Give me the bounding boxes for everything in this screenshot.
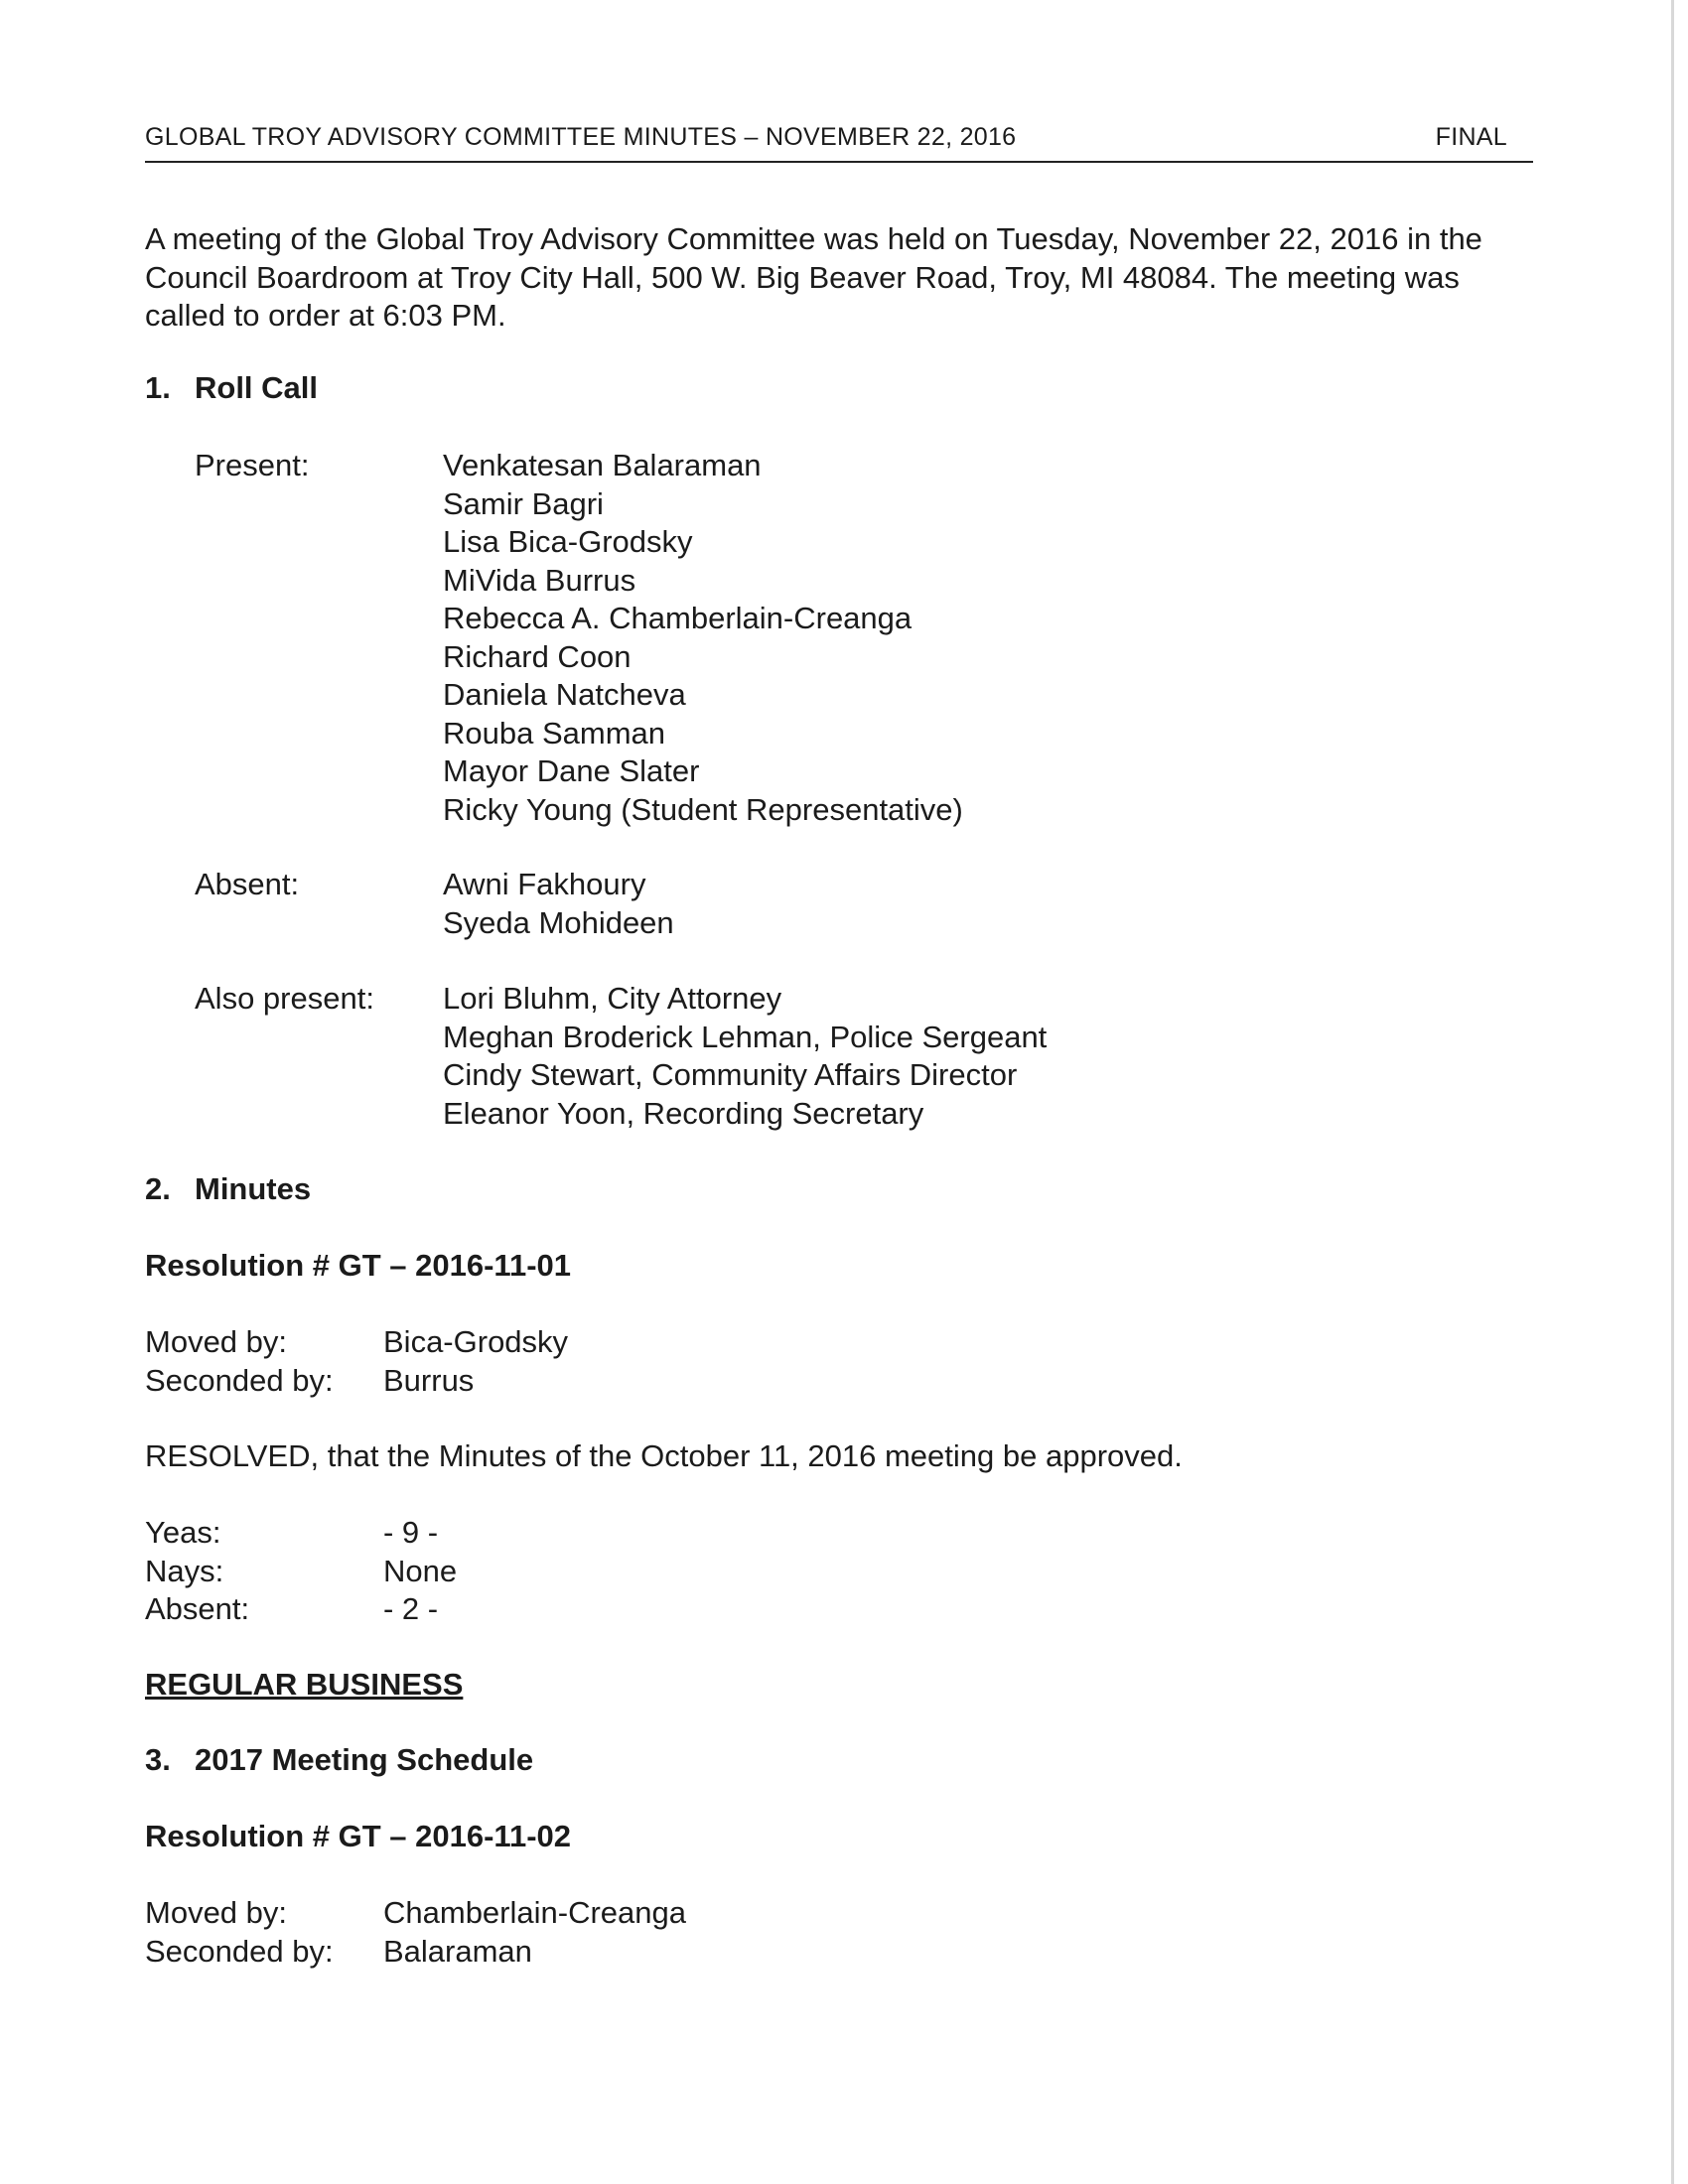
header-status: FINAL	[1435, 123, 1507, 151]
minutes-heading	[145, 1170, 311, 1209]
yeas-label: Yeas:	[145, 1515, 221, 1550]
minutes-title: Minutes	[195, 1171, 312, 1206]
list-item: MiVida Burrus	[443, 562, 636, 598]
list-item: Ricky Young (Student Representative)	[443, 791, 963, 827]
yeas-value: - 9 -	[383, 1515, 439, 1550]
absent-vote-value: - 2 -	[383, 1591, 439, 1626]
roll-call-title: Roll Call	[195, 370, 319, 405]
list-item: Rouba Samman	[443, 715, 666, 751]
list-item: Eleanor Yoon, Recording Secretary	[443, 1095, 924, 1131]
nays-value: None	[383, 1553, 458, 1588]
header-title: GLOBAL TROY ADVISORY COMMITTEE MINUTES – NOVEMBER 22, 2016	[145, 123, 1017, 151]
present-list	[443, 447, 963, 829]
list-item: Samir Bagri	[443, 485, 604, 521]
list-item: Lisa Bica-Grodsky	[443, 524, 693, 559]
list-item: Daniela Natcheva	[443, 677, 686, 712]
list-item: Syeda Mohideen	[443, 904, 674, 940]
list-item: Cindy Stewart, Community Affairs Director	[443, 1057, 1018, 1092]
schedule-title: 2017 Meeting Schedule	[195, 1742, 534, 1777]
schedule-number: 3.	[145, 1742, 171, 1777]
list-item: Meghan Broderick Lehman, Police Sergeant	[443, 1019, 1048, 1054]
moved-label: Moved by:	[145, 1895, 288, 1930]
list-item: Lori Bluhm, City Attorney	[443, 981, 782, 1016]
intro-paragraph: A meeting of the Global Troy Advisory Committee was held on Tuesday, November 22, 2016 in the Council Boardroom at Troy City Hall, 500 W. Big Beaver Road, Troy, MI 48084. The meeting was called to order at 6:03 PM.	[145, 221, 1482, 333]
list-item: Awni Fakhoury	[443, 867, 646, 901]
list-item: Richard Coon	[443, 638, 632, 674]
present-label: Present:	[195, 448, 310, 482]
page-edge	[1671, 0, 1674, 2184]
also-present-list	[443, 980, 1047, 1133]
moved-label: Moved by:	[145, 1324, 288, 1359]
seconded-label: Seconded by:	[145, 1362, 334, 1398]
seconded-value: Burrus	[383, 1362, 475, 1398]
absent-list	[443, 866, 674, 942]
minutes-number: 2.	[145, 1171, 171, 1206]
roll-call-number: 1.	[145, 370, 171, 405]
list-item: Venkatesan Balaraman	[443, 448, 762, 482]
moved-value: Bica-Grodsky	[383, 1324, 569, 1359]
seconded-value: Balaraman	[383, 1933, 532, 1969]
resolution-title: Resolution # GT – 2016-11-01	[145, 1248, 572, 1283]
nays-label: Nays:	[145, 1553, 224, 1588]
also-present-label: Also present:	[195, 981, 374, 1016]
moved-value: Chamberlain-Creanga	[383, 1895, 686, 1930]
absent-vote-label: Absent:	[145, 1591, 250, 1626]
roll-call-heading	[145, 369, 318, 408]
list-item: Mayor Dane Slater	[443, 753, 700, 788]
regular-business-heading: REGULAR BUSINESS	[145, 1667, 464, 1702]
schedule-heading	[145, 1741, 533, 1780]
page-header	[145, 123, 1533, 163]
absent-label: Absent:	[195, 867, 300, 901]
seconded-label: Seconded by:	[145, 1933, 334, 1969]
resolved-text: RESOLVED, that the Minutes of the October 11, 2016 meeting be approved.	[145, 1438, 1183, 1473]
list-item: Rebecca A. Chamberlain-Creanga	[443, 601, 913, 635]
resolution-title-2: Resolution # GT – 2016-11-02	[145, 1819, 572, 1853]
